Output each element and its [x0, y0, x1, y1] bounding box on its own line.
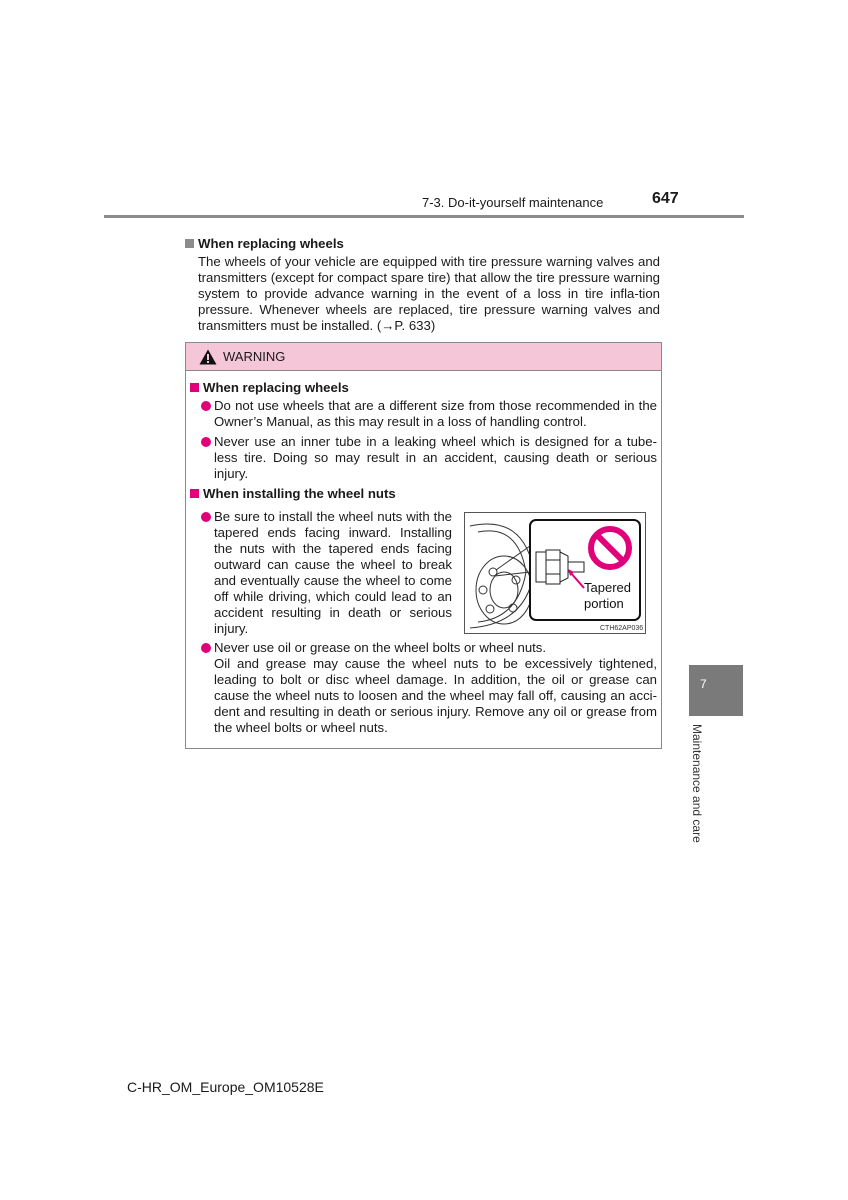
warning-section-title: [190, 380, 349, 395]
warning-bullet-text: Be sure to install the wheel nuts with the tapered ends facing inward. Installing the nuts with the tapered ends facing outward can cause the wheel to break and eventually cause the wheel to come off while driving, which could lead to an accident resulting in death or serious injury.: [214, 509, 452, 636]
illustration-code: CTH62AP036: [600, 625, 644, 632]
warning-bullet: [214, 398, 657, 430]
info-title-row: [185, 236, 660, 252]
warning-section-title-text: When installing the wheel nuts: [203, 486, 396, 501]
info-body: The wheels of your vehicle are equipped with tire pressure warning valves and transmitters (except for compact spare tire) that allow the tire pressure warning system to provide advance warning in the event of a loss in tire infla-tion pressure. Whenever wheels are replaced, tire pressure warning valves and transmitters must be installed. (→P. 633): [198, 254, 660, 333]
warning-bullet: [214, 434, 657, 482]
warning-bullet-text: Do not use wheels that are a different size from those recommended in the Owner’s Manual, as this may result in a loss of handling control.: [214, 398, 657, 429]
header-section-title: 7-3. Do-it-yourself maintenance: [422, 195, 604, 210]
bullet-dot-icon: [201, 643, 211, 653]
wheel-nut-illustration: [464, 512, 646, 634]
warning-header: [186, 343, 661, 371]
warning-bullet-text: Never use oil or grease on the wheel bolts or wheel nuts.: [214, 640, 547, 655]
callout-tapered: Tapered: [584, 580, 631, 595]
square-bullet-icon: [190, 489, 199, 498]
bullet-dot-icon: [201, 437, 211, 447]
header-rule: [104, 215, 744, 218]
warning-bullet: [214, 640, 657, 656]
info-section: [185, 236, 660, 334]
chapter-title: Maintenance and care: [690, 724, 704, 843]
warning-bullet-text: Never use an inner tube in a leaking wheel which is designed for a tube-less tire. Doing so may result in an accident, causing death or serious injury.: [214, 434, 657, 481]
warning-label: WARNING: [223, 349, 286, 364]
footer-doc-id: C-HR_OM_Europe_OM10528E: [127, 1079, 324, 1095]
callout-portion: portion: [584, 596, 624, 611]
warning-bullet: [214, 509, 452, 637]
warning-triangle-icon: [199, 349, 217, 365]
bullet-dot-icon: [201, 512, 211, 522]
square-bullet-icon: [190, 383, 199, 392]
bullet-dot-icon: [201, 401, 211, 411]
info-title: When replacing wheels: [198, 236, 344, 251]
chapter-tab: [689, 665, 743, 716]
warning-bullet-continuation: Oil and grease may cause the wheel nuts to be excessively tightened, leading to bolt or disc wheel damage. In addition, the oil or grease can cause the wheel nuts to loosen and the wheel may fall off, causing an acci-dent and resulting in death or serious injury. Remove any oil or grease from the wheel bolts or wheel nuts.: [214, 656, 657, 735]
warning-section-title-text: When replacing wheels: [203, 380, 349, 395]
warning-section-title: [190, 486, 396, 501]
page-number: 647: [652, 190, 679, 207]
square-bullet-icon: [185, 239, 194, 248]
chapter-number: 7: [700, 677, 707, 691]
